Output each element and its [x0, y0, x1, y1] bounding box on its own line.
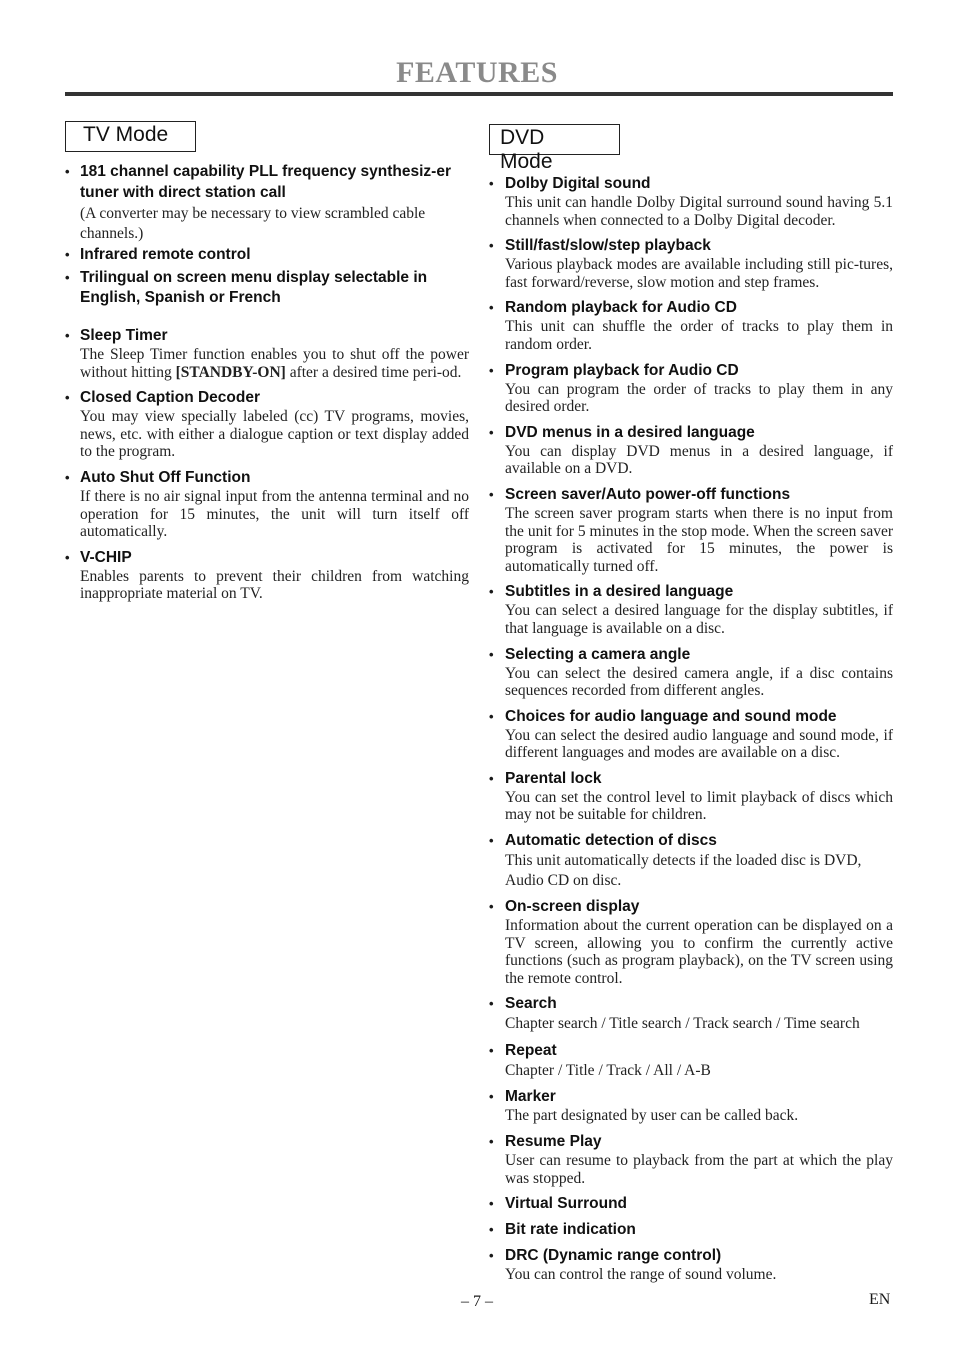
bullet-icon: • — [489, 1222, 494, 1238]
dvd-feature-item — [489, 994, 893, 1034]
feature-body: Chapter / Title / Track / All / A-B — [505, 1061, 711, 1079]
dvd-feature-item — [489, 897, 893, 987]
tv-feature-sleep-timer — [65, 326, 469, 381]
tv-bullet-tuner — [65, 162, 469, 243]
bullet-icon: • — [489, 770, 494, 786]
feature-title: Closed Caption Decoder — [80, 389, 260, 407]
dvd-feature-item — [489, 423, 893, 478]
dvd-feature-item — [489, 485, 893, 575]
bullet-icon: • — [489, 1089, 494, 1105]
bullet-icon: • — [489, 1248, 494, 1264]
dvd-feature-item — [489, 831, 893, 890]
feature-body: This unit can shuffle the order of tracks to play them in random order. — [505, 318, 893, 353]
tv-bullet-remote — [65, 245, 469, 265]
dvd-feature-item — [489, 1246, 893, 1284]
dvd-mode-heading: DVD Mode — [489, 124, 620, 155]
feature-title: On-screen display — [505, 898, 640, 916]
language-code: EN — [869, 1291, 891, 1308]
feature-body: The part designated by user can be called back. — [505, 1107, 799, 1125]
feature-title: Automatic detection of discs — [505, 832, 717, 850]
bullet-icon: • — [489, 300, 494, 316]
dvd-feature-item — [489, 707, 893, 762]
bullet-icon: • — [489, 362, 494, 378]
bullet-icon: • — [65, 247, 70, 262]
feature-body: This unit can handle Dolby Digital surround sound having 5.1 channels when connected to a Dolby Digital decoder. — [505, 194, 893, 229]
feature-body: Information about the current operation can be displayed on a TV screen, allowing you to confirm the currently active functions (such as program playback), on the TV screen using the remote control. — [505, 917, 893, 987]
feature-body: Enables parents to prevent their children from watching inappropriate material on TV. — [80, 567, 469, 603]
tv-feature-v-chip — [65, 548, 469, 603]
feature-body: If there is no air signal input from the antenna terminal and no operation for 15 minutes, the unit will turn itself off automatically. — [80, 487, 469, 541]
feature-body: You can display DVD menus in a desired language, if available on a DVD. — [505, 442, 893, 478]
feature-body-text: The Sleep Timer function enables you to shut off the power without hitting — [80, 346, 469, 381]
feature-title: Virtual Surround — [505, 1195, 628, 1213]
bullet-icon: • — [489, 833, 494, 849]
feature-title: Resume Play — [505, 1133, 602, 1151]
feature-body: You can select a desired language for the display subtitles, if that language is available on a disc. — [505, 602, 893, 637]
dvd-feature-item — [489, 361, 893, 416]
tv-mode-heading: TV Mode — [65, 121, 196, 152]
feature-title: Choices for audio language and sound mode — [505, 707, 837, 725]
dvd-feature-item — [489, 1041, 893, 1081]
feature-body: This unit automatically detects if the loaded disc is DVD, Audio CD on disc. — [505, 852, 862, 889]
feature-title: Random playback for Audio CD — [505, 299, 737, 317]
tv-bullet-title: Trilingual on screen menu display selectable in English, Spanish or French — [80, 269, 428, 306]
bullet-icon: • — [489, 1042, 494, 1058]
dvd-feature-item — [489, 769, 893, 824]
feature-title: Dolby Digital sound — [505, 175, 651, 192]
feature-title: DRC (Dynamic range control) — [505, 1247, 722, 1265]
feature-title: Repeat — [505, 1041, 557, 1059]
feature-body: You can control the range of sound volume. — [505, 1266, 777, 1284]
feature-title: DVD menus in a desired language — [505, 423, 755, 441]
feature-title: Sleep Timer — [80, 327, 168, 344]
bullet-icon: • — [489, 486, 494, 502]
bullet-icon: • — [489, 708, 494, 724]
dvd-feature-list — [489, 174, 893, 1284]
feature-title: V-CHIP — [80, 548, 132, 566]
tv-feature-closed-caption — [65, 388, 469, 461]
feature-title: Search — [505, 995, 557, 1013]
bullet-icon: • — [65, 469, 70, 485]
bullet-icon: • — [489, 1134, 494, 1150]
dvd-feature-item — [489, 1132, 893, 1187]
feature-body-text: after a desired time peri-od. — [285, 363, 462, 381]
feature-title: Subtitles in a desired language — [505, 583, 734, 601]
tv-mode-column — [65, 121, 469, 603]
feature-title: Bit rate indication — [505, 1221, 636, 1239]
feature-body: You may view specially labeled (cc) TV programs, movies, news, etc. with either a dialogue caption or text display added to the program. — [80, 408, 469, 461]
bullet-icon: • — [65, 390, 70, 406]
feature-body: User can resume to playback from the part at which the play was stopped. — [505, 1152, 893, 1187]
tv-bullet-trilingual — [65, 268, 469, 308]
feature-title: Still/fast/slow/step playback — [505, 237, 711, 255]
feature-body: You can set the control level to limit playback of discs which may not be suitable for children. — [505, 788, 893, 824]
dvd-feature-item — [489, 582, 893, 637]
bullet-icon: • — [489, 424, 494, 440]
bullet-icon: • — [65, 164, 70, 179]
bullet-icon: • — [65, 270, 70, 285]
tv-bullet-title: Infrared remote control — [80, 246, 251, 263]
dvd-feature-item — [489, 1087, 893, 1125]
bullet-icon: • — [489, 1196, 494, 1212]
feature-body: Various playback modes are available including still pic-tures, fast forward/reverse, slow motion and step frames. — [505, 256, 893, 291]
feature-body: You can select the desired audio language and sound mode, if different languages and modes are available on a disc. — [505, 726, 893, 762]
bullet-icon: • — [65, 328, 70, 343]
dvd-feature-item — [489, 1194, 893, 1214]
feature-body: Chapter search / Title search / Track search / Time search — [505, 1015, 860, 1033]
title-rule — [65, 92, 893, 96]
bullet-icon: • — [489, 899, 494, 915]
bullet-icon: • — [489, 996, 494, 1012]
dvd-feature-item — [489, 645, 893, 700]
bullet-icon: • — [489, 238, 494, 254]
bullet-icon: • — [489, 584, 494, 600]
feature-body: You can select the desired camera angle, if a disc contains sequences recorded from different angles. — [505, 664, 893, 700]
feature-body — [80, 346, 469, 381]
dvd-feature-item — [489, 236, 893, 291]
page-title: FEATURES — [396, 56, 558, 89]
feature-body: You can program the order of tracks to play them in any desired order. — [505, 380, 893, 416]
bullet-icon: • — [65, 549, 70, 565]
bullet-icon: • — [489, 176, 494, 191]
dvd-feature-item — [489, 174, 893, 229]
feature-body: The screen saver program starts when there is no input from the unit for 5 minutes in the stop mode. When the screen saver program is activated for 15 minutes, the power is automatically turned off. — [505, 504, 893, 575]
standby-on-key: [STANDBY-ON] — [175, 363, 286, 381]
dvd-mode-column — [489, 124, 893, 1284]
bullet-icon: • — [489, 646, 494, 662]
feature-title: Screen saver/Auto power-off functions — [505, 485, 791, 503]
tv-bullet-body: (A converter may be necessary to view scrambled cable channels.) — [80, 205, 426, 242]
dvd-feature-item — [489, 298, 893, 353]
page-number: – 7 – — [461, 1293, 493, 1310]
dvd-feature-item — [489, 1220, 893, 1240]
feature-title: Marker — [505, 1088, 556, 1106]
feature-title: Selecting a camera angle — [505, 645, 691, 663]
tv-feature-auto-shut-off — [65, 468, 469, 541]
feature-title: Parental lock — [505, 769, 602, 787]
feature-title: Auto Shut Off Function — [80, 468, 251, 486]
tv-bullet-title: 181 channel capability PLL frequency synthesiz-er tuner with direct station call — [80, 163, 451, 201]
feature-title: Program playback for Audio CD — [505, 361, 739, 379]
